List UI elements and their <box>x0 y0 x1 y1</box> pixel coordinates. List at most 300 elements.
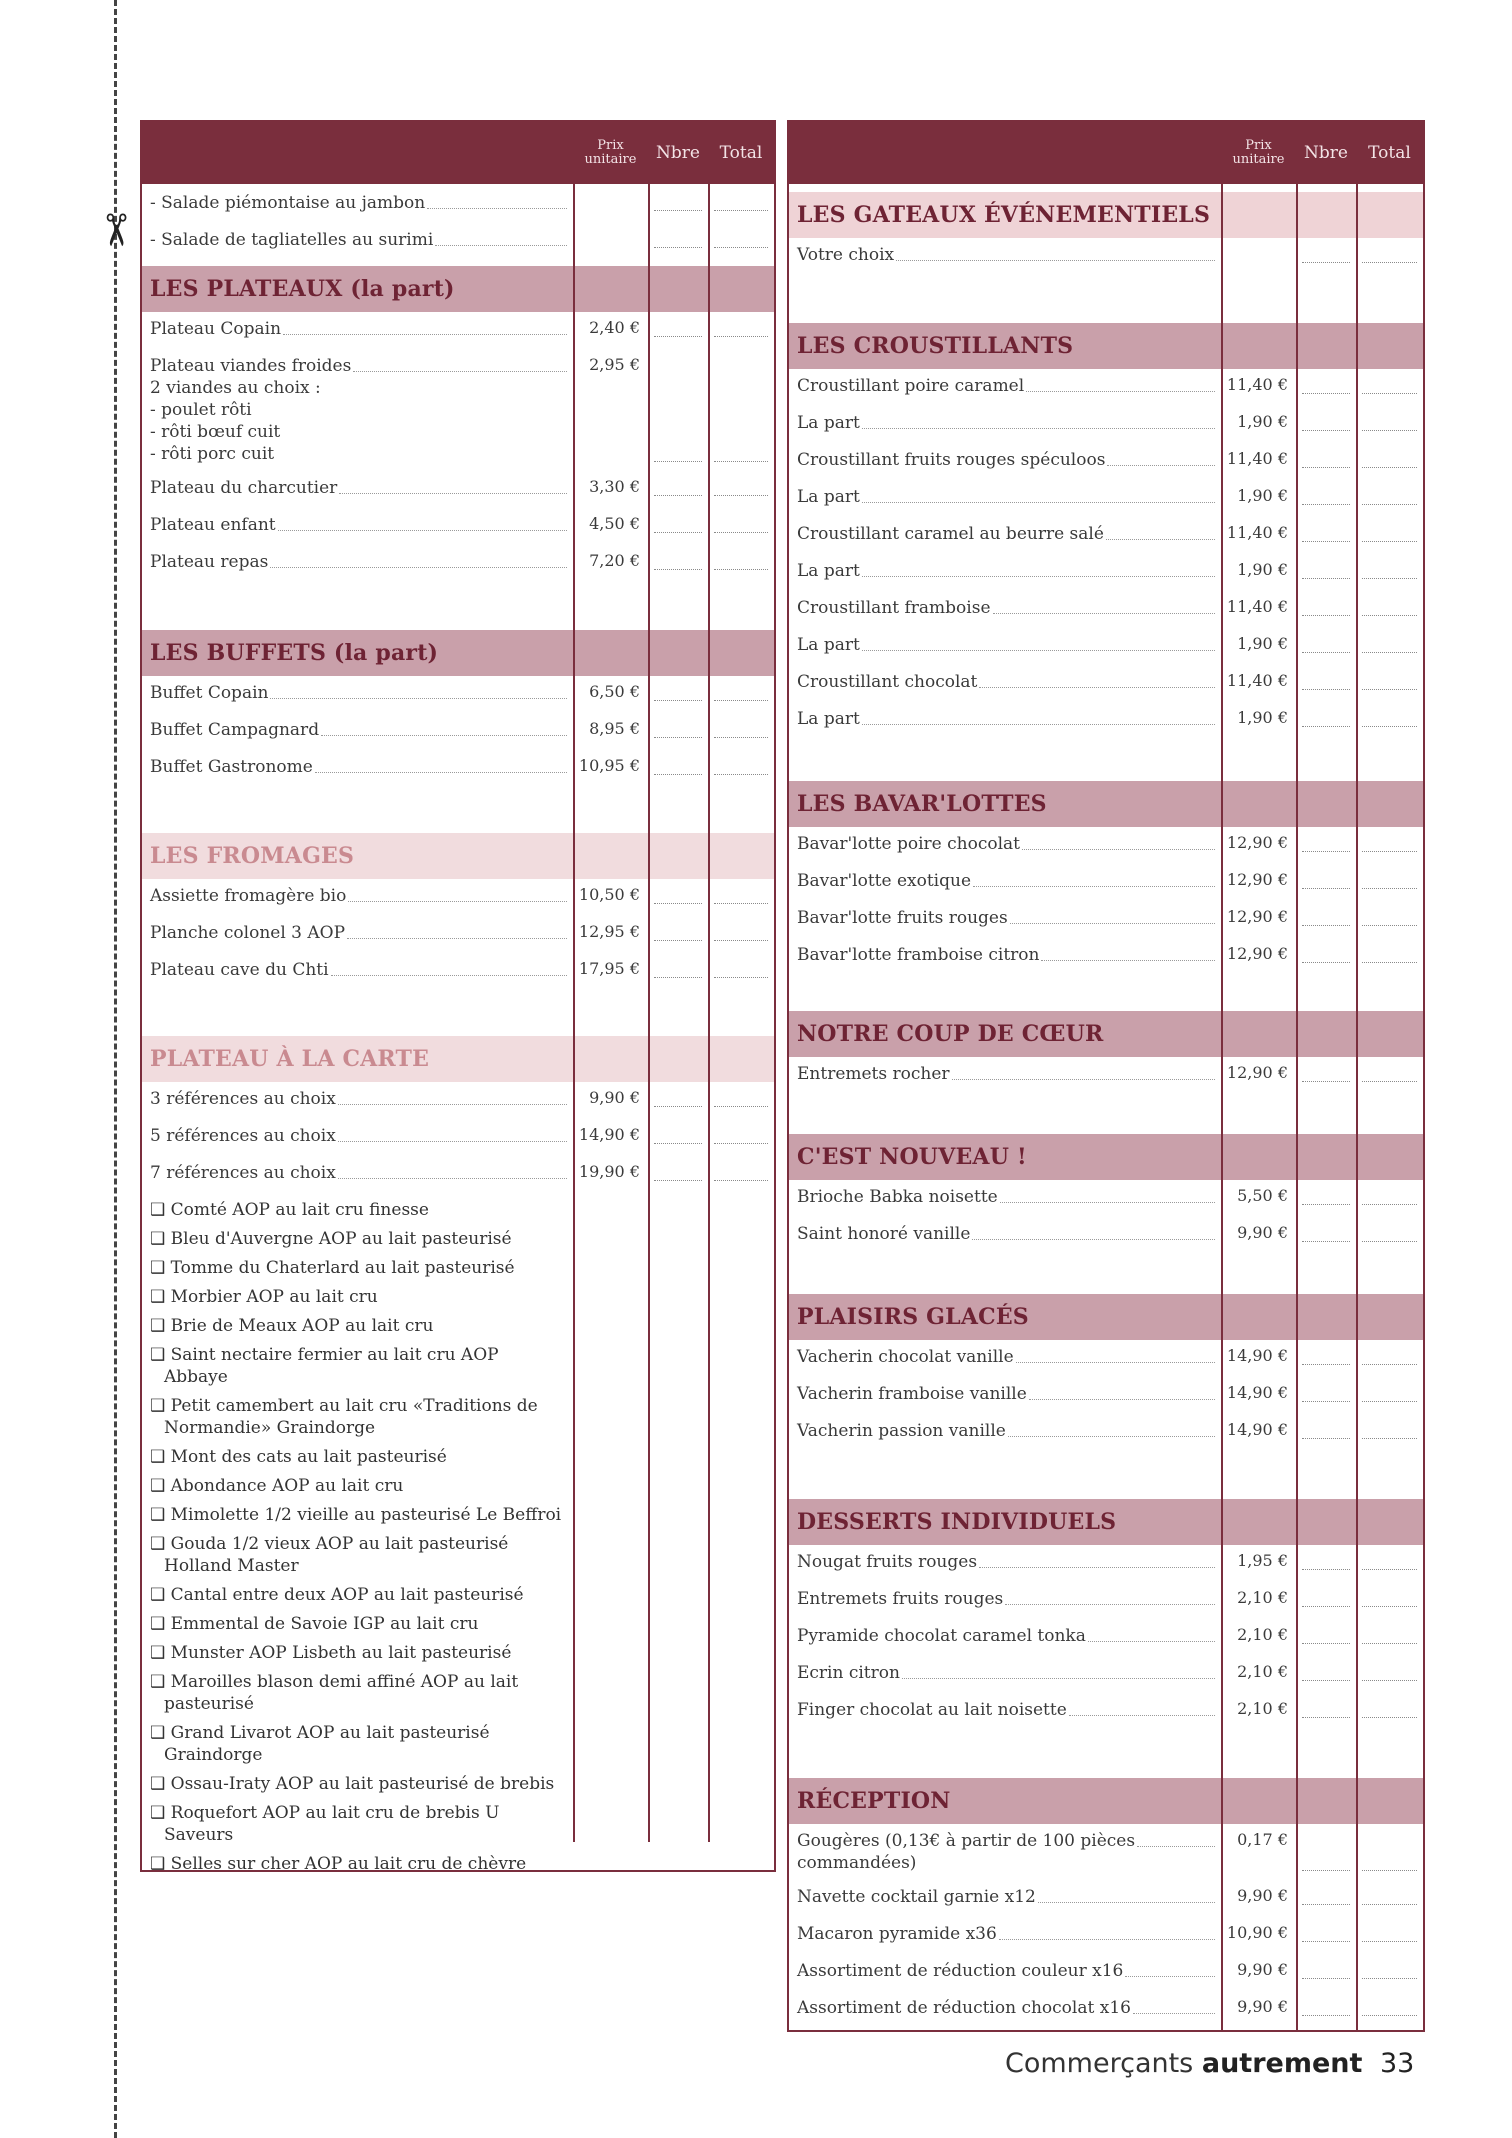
total-field[interactable] <box>1362 615 1417 616</box>
unit-price: 10,90 € <box>1226 1923 1288 1942</box>
leader-dots <box>1107 465 1215 466</box>
menu-item <box>789 944 1423 981</box>
item-label: commandées) <box>797 1853 917 1873</box>
header-quantity: Nbre <box>656 143 700 163</box>
total-field[interactable] <box>1362 851 1417 852</box>
total-field[interactable] <box>1362 1081 1417 1082</box>
total-field[interactable] <box>1362 1978 1417 1979</box>
leader-dots <box>331 975 567 976</box>
unit-price: 12,90 € <box>1226 944 1288 963</box>
quantity-field[interactable] <box>1302 1978 1350 1979</box>
item-label: - rôti bœuf cuit <box>150 422 281 442</box>
menu-item <box>789 560 1423 597</box>
total-field[interactable] <box>1362 578 1417 579</box>
item-label: Plateau repas <box>150 552 269 572</box>
item-label: Vacherin passion vanille <box>797 1421 1006 1441</box>
leader-dots <box>427 208 567 209</box>
unit-price: 19,90 € <box>578 1162 640 1181</box>
total-field[interactable] <box>1362 925 1417 926</box>
unit-price: 0,17 € <box>1237 1830 1288 1849</box>
leader-dots <box>270 698 567 699</box>
menu-item <box>789 1383 1423 1420</box>
leader-dots <box>1038 1902 1215 1903</box>
section-header: LES BAVAR'LOTTES <box>789 781 1423 827</box>
item-label: Bavar'lotte fruits rouges <box>797 908 1008 928</box>
menu-item <box>142 355 774 477</box>
total-field[interactable] <box>1362 2015 1417 2016</box>
leader-dots <box>862 724 1215 725</box>
leader-dots <box>270 567 567 568</box>
item-label: Ecrin citron <box>797 1663 900 1683</box>
unit-price: 5,50 € <box>1237 1186 1288 1205</box>
quantity-field[interactable] <box>654 940 702 941</box>
item-label: 5 références au choix <box>150 1126 336 1146</box>
total-field[interactable] <box>1362 962 1417 963</box>
quantity-field[interactable] <box>654 247 702 248</box>
total-field[interactable] <box>1362 430 1417 431</box>
quantity-field[interactable] <box>1302 1941 1350 1942</box>
leader-dots <box>1125 1976 1215 1977</box>
menu-item <box>789 375 1423 412</box>
cheese-item-continued: Holland Master <box>164 1556 299 1576</box>
leader-dots <box>1029 1399 1215 1400</box>
quantity-field[interactable] <box>654 495 702 496</box>
item-label: Brioche Babka noisette <box>797 1187 998 1207</box>
item-label: - poulet rôti <box>150 400 252 420</box>
quantity-field[interactable] <box>1302 2015 1350 2016</box>
cheese-checkbox-item[interactable]: ❑ Cantal entre deux AOP au lait pasteurisé <box>150 1585 524 1605</box>
quantity-field[interactable] <box>654 737 702 738</box>
header-quantity: Nbre <box>1304 143 1348 163</box>
leader-dots <box>1069 1715 1215 1716</box>
item-label: Pyramide chocolat caramel tonka <box>797 1626 1086 1646</box>
total-field[interactable] <box>1362 1401 1417 1402</box>
menu-item <box>142 922 774 959</box>
leader-dots <box>1000 1202 1215 1203</box>
quantity-field[interactable] <box>1302 430 1350 431</box>
total-field[interactable] <box>714 336 768 337</box>
leader-dots <box>902 1678 1215 1679</box>
total-field[interactable] <box>1362 1904 1417 1905</box>
item-label: Nougat fruits rouges <box>797 1552 978 1572</box>
section-header: LES GATEAUX ÉVÉNEMENTIELS <box>789 192 1423 238</box>
leader-dots <box>862 428 1215 429</box>
total-field[interactable] <box>714 903 768 904</box>
leader-dots <box>979 687 1215 688</box>
menu-item <box>789 1588 1423 1625</box>
item-label: Votre choix <box>797 245 895 265</box>
section-header: C'EST NOUVEAU ! <box>789 1134 1423 1180</box>
item-label: La part <box>797 561 860 581</box>
total-field[interactable] <box>714 700 768 701</box>
unit-price: 1,90 € <box>1237 486 1288 505</box>
cheese-checkbox-item[interactable]: ❑ Bleu d'Auvergne AOP au lait pasteurisé <box>150 1229 512 1249</box>
cheese-item-continued: Normandie» Graindorge <box>164 1418 376 1438</box>
total-field[interactable] <box>714 1143 768 1144</box>
leader-dots <box>1106 539 1215 540</box>
unit-price: 7,20 € <box>589 551 640 570</box>
leader-dots <box>973 886 1215 887</box>
total-field[interactable] <box>1362 888 1417 889</box>
column-divider <box>1221 184 1223 2030</box>
menu-item <box>789 1699 1423 1736</box>
quantity-field[interactable] <box>1302 652 1350 653</box>
total-field[interactable] <box>714 461 768 462</box>
order-form-left <box>140 120 776 1872</box>
item-label: - rôti porc cuit <box>150 444 275 464</box>
menu-item <box>142 192 774 229</box>
scissors-icon: ✂ <box>89 211 141 249</box>
item-label: Planche colonel 3 AOP <box>150 923 346 943</box>
unit-price: 9,90 € <box>1237 1886 1288 1905</box>
unit-price: 1,95 € <box>1237 1551 1288 1570</box>
leader-dots <box>972 1239 1215 1240</box>
quantity-field[interactable] <box>1302 467 1350 468</box>
item-label: Croustillant chocolat <box>797 672 978 692</box>
cheese-checkbox-item[interactable]: ❑ Tomme du Chaterlard au lait pasteurisé <box>150 1258 515 1278</box>
total-field[interactable] <box>1362 541 1417 542</box>
item-label: Assiette fromagère bio <box>150 886 347 906</box>
quantity-field[interactable] <box>1302 1606 1350 1607</box>
quantity-field[interactable] <box>1302 262 1350 263</box>
order-form-right <box>787 120 1425 2032</box>
leader-dots <box>1041 960 1215 961</box>
cheese-checkbox-item[interactable]: ❑ Munster AOP Lisbeth au lait pasteurisé <box>150 1643 512 1663</box>
unit-price: 9,90 € <box>589 1088 640 1107</box>
menu-item <box>789 708 1423 745</box>
total-field[interactable] <box>714 247 768 248</box>
leader-dots <box>896 260 1215 261</box>
leader-dots <box>1008 1436 1215 1437</box>
menu-item <box>142 1125 774 1162</box>
item-label: Finger chocolat au lait noisette <box>797 1700 1067 1720</box>
total-field[interactable] <box>1362 1241 1417 1242</box>
menu-item <box>789 833 1423 870</box>
item-label: 7 références au choix <box>150 1163 336 1183</box>
menu-item <box>789 870 1423 907</box>
total-field[interactable] <box>1362 504 1417 505</box>
cheese-checkbox-item[interactable]: ❑ Mont des cats au lait pasteurisé <box>150 1447 447 1467</box>
menu-item <box>142 682 774 719</box>
item-label: 2 viandes au choix : <box>150 378 321 398</box>
brand-footer: Commerçants autrement <box>1005 2048 1363 2079</box>
quantity-field[interactable] <box>1302 1717 1350 1718</box>
cheese-checkbox-item[interactable]: ❑ Mimolette 1/2 vieille au pasteurisé Le Beffroi <box>150 1505 562 1525</box>
quantity-field[interactable] <box>1302 689 1350 690</box>
unit-price: 1,90 € <box>1237 634 1288 653</box>
item-label: - Salade piémontaise au jambon <box>150 193 426 213</box>
quantity-field[interactable] <box>1302 1204 1350 1205</box>
item-label: La part <box>797 413 860 433</box>
section-header: LES FROMAGES <box>142 833 774 879</box>
cheese-checkbox-item[interactable]: ❑ Brie de Meaux AOP au lait cru <box>150 1316 434 1336</box>
quantity-field[interactable] <box>654 336 702 337</box>
menu-item <box>789 449 1423 486</box>
leader-dots <box>347 938 567 939</box>
table-header <box>789 122 1423 184</box>
quantity-field[interactable] <box>1302 1364 1350 1365</box>
unit-price: 2,10 € <box>1237 1662 1288 1681</box>
leader-dots <box>862 650 1215 651</box>
cheese-checkbox-item[interactable]: ❑ Abondance AOP au lait cru <box>150 1476 404 1496</box>
leader-dots <box>338 1141 567 1142</box>
quantity-field[interactable] <box>1302 1680 1350 1681</box>
total-field[interactable] <box>1362 262 1417 263</box>
total-field[interactable] <box>714 532 768 533</box>
menu-item <box>789 597 1423 634</box>
total-field[interactable] <box>1362 1606 1417 1607</box>
menu-item <box>789 1063 1423 1100</box>
total-field[interactable] <box>1362 1643 1417 1644</box>
cheese-checkbox-item[interactable]: ❑ Petit camembert au lait cru «Traditions de <box>150 1396 538 1416</box>
quantity-field[interactable] <box>1302 1438 1350 1439</box>
menu-item <box>789 244 1423 281</box>
quantity-field[interactable] <box>654 700 702 701</box>
leader-dots <box>1010 923 1215 924</box>
quantity-field[interactable] <box>1302 925 1350 926</box>
leader-dots <box>283 334 567 335</box>
unit-price: 2,40 € <box>589 318 640 337</box>
leader-dots <box>999 1939 1215 1940</box>
leader-dots <box>1016 1362 1215 1363</box>
total-field[interactable] <box>714 1180 768 1181</box>
menu-item <box>789 1551 1423 1588</box>
unit-price: 2,10 € <box>1237 1625 1288 1644</box>
section-header: RÉCEPTION <box>789 1778 1423 1824</box>
unit-price: 11,40 € <box>1226 375 1288 394</box>
item-label: La part <box>797 487 860 507</box>
leader-dots <box>353 371 567 372</box>
total-field[interactable] <box>1362 1438 1417 1439</box>
menu-item <box>789 1830 1423 1886</box>
quantity-field[interactable] <box>654 461 702 462</box>
item-label: Vacherin framboise vanille <box>797 1384 1027 1404</box>
total-field[interactable] <box>1362 1717 1417 1718</box>
menu-item <box>142 959 774 996</box>
leader-dots <box>348 901 567 902</box>
total-field[interactable] <box>1362 1941 1417 1942</box>
quantity-field[interactable] <box>654 1180 702 1181</box>
item-label: Plateau enfant <box>150 515 276 535</box>
unit-price: 4,50 € <box>589 514 640 533</box>
item-label: 3 références au choix <box>150 1089 336 1109</box>
item-label: Plateau cave du Chti <box>150 960 329 980</box>
unit-price: 11,40 € <box>1226 523 1288 542</box>
section-header: PLATEAU À LA CARTE <box>142 1036 774 1082</box>
unit-price: 3,30 € <box>589 477 640 496</box>
total-field[interactable] <box>714 737 768 738</box>
menu-item <box>789 1997 1423 2034</box>
item-label: Bavar'lotte poire chocolat <box>797 834 1020 854</box>
quantity-field[interactable] <box>1302 1081 1350 1082</box>
cut-line <box>114 0 117 2138</box>
section-header: LES PLATEAUX (la part) <box>142 266 774 312</box>
section-header: LES BUFFETS (la part) <box>142 630 774 676</box>
column-divider <box>708 184 710 1842</box>
leader-dots <box>979 1567 1215 1568</box>
menu-item <box>142 229 774 266</box>
item-label: Croustillant fruits rouges spéculoos <box>797 450 1106 470</box>
cheese-checkbox-item[interactable]: ❑ Morbier AOP au lait cru <box>150 1287 378 1307</box>
unit-price: 14,90 € <box>1226 1346 1288 1365</box>
leader-dots <box>952 1079 1215 1080</box>
quantity-field[interactable] <box>1302 888 1350 889</box>
quantity-field[interactable] <box>1302 578 1350 579</box>
unit-price: 14,90 € <box>1226 1383 1288 1402</box>
total-field[interactable] <box>1362 1680 1417 1681</box>
section-header: DESSERTS INDIVIDUELS <box>789 1499 1423 1545</box>
total-field[interactable] <box>714 495 768 496</box>
item-label: Croustillant caramel au beurre salé <box>797 524 1104 544</box>
total-field[interactable] <box>1362 1870 1417 1871</box>
menu-item <box>142 756 774 793</box>
menu-item <box>789 671 1423 708</box>
menu-item <box>789 1886 1423 1923</box>
quantity-field[interactable] <box>654 532 702 533</box>
leader-dots <box>862 502 1215 503</box>
menu-item <box>789 1223 1423 1260</box>
quantity-field[interactable] <box>654 1106 702 1107</box>
quantity-field[interactable] <box>1302 962 1350 963</box>
item-label: Croustillant framboise <box>797 598 991 618</box>
column-divider <box>573 184 575 1842</box>
quantity-field[interactable] <box>1302 1241 1350 1242</box>
unit-price: 8,95 € <box>589 719 640 738</box>
quantity-field[interactable] <box>1302 1569 1350 1570</box>
menu-item <box>142 1162 774 1199</box>
menu-item <box>789 1186 1423 1223</box>
unit-price: 12,90 € <box>1226 870 1288 889</box>
item-label: Saint honoré vanille <box>797 1224 971 1244</box>
total-field[interactable] <box>1362 726 1417 727</box>
cheese-checkbox-item[interactable]: ❑ Roquefort AOP au lait cru de brebis U <box>150 1803 500 1823</box>
cheese-checkbox-item[interactable]: ❑ Gouda 1/2 vieux AOP au lait pasteurisé <box>150 1534 509 1554</box>
item-label: Entremets rocher <box>797 1064 950 1084</box>
menu-item <box>142 551 774 588</box>
total-field[interactable] <box>1362 689 1417 690</box>
quantity-field[interactable] <box>654 1143 702 1144</box>
quantity-field[interactable] <box>1302 1904 1350 1905</box>
cheese-checkbox-item[interactable]: ❑ Maroilles blason demi affiné AOP au lait <box>150 1672 519 1692</box>
quantity-field[interactable] <box>654 774 702 775</box>
menu-item <box>789 1923 1423 1960</box>
quantity-field[interactable] <box>654 569 702 570</box>
cheese-item-continued: Abbaye <box>164 1367 228 1387</box>
quantity-field[interactable] <box>1302 615 1350 616</box>
total-field[interactable] <box>1362 393 1417 394</box>
quantity-field[interactable] <box>654 210 702 211</box>
unit-price: 17,95 € <box>578 959 640 978</box>
leader-dots <box>993 613 1215 614</box>
item-label: Navette cocktail garnie x12 <box>797 1887 1036 1907</box>
total-field[interactable] <box>714 1106 768 1107</box>
leader-dots <box>1088 1641 1215 1642</box>
item-label: Entremets fruits rouges <box>797 1589 1004 1609</box>
total-field[interactable] <box>1362 1204 1417 1205</box>
cheese-checkbox-item[interactable]: ❑ Selles sur cher AOP au lait cru de chèvre <box>150 1854 527 1874</box>
cheese-item-continued: Graindorge <box>164 1745 263 1765</box>
quantity-field[interactable] <box>654 903 702 904</box>
menu-item <box>789 486 1423 523</box>
quantity-field[interactable] <box>1302 504 1350 505</box>
total-field[interactable] <box>714 774 768 775</box>
leader-dots <box>1022 849 1215 850</box>
cheese-checkbox-item[interactable]: ❑ Ossau-Iraty AOP au lait pasteurisé de brebis <box>150 1774 555 1794</box>
header-unit-price: Prix unitaire <box>1232 138 1285 167</box>
cheese-checkbox-item[interactable]: ❑ Grand Livarot AOP au lait pasteurisé <box>150 1723 490 1743</box>
section-header: PLAISIRS GLACÉS <box>789 1294 1423 1340</box>
menu-item <box>789 1625 1423 1662</box>
item-label: La part <box>797 709 860 729</box>
unit-price: 12,95 € <box>578 922 640 941</box>
cheese-checkbox-item[interactable]: ❑ Emmental de Savoie IGP au lait cru <box>150 1614 479 1634</box>
total-field[interactable] <box>714 977 768 978</box>
column-divider <box>1356 184 1358 2030</box>
unit-price: 12,90 € <box>1226 1063 1288 1082</box>
unit-price: 12,90 € <box>1226 833 1288 852</box>
unit-price: 1,90 € <box>1237 708 1288 727</box>
cheese-checkbox-item[interactable]: ❑ Comté AOP au lait cru finesse <box>150 1200 429 1220</box>
menu-item <box>789 523 1423 560</box>
item-label: La part <box>797 635 860 655</box>
total-field[interactable] <box>1362 1364 1417 1365</box>
unit-price: 2,95 € <box>589 355 640 374</box>
quantity-field[interactable] <box>654 977 702 978</box>
total-field[interactable] <box>714 940 768 941</box>
quantity-field[interactable] <box>1302 393 1350 394</box>
unit-price: 10,50 € <box>578 885 640 904</box>
quantity-field[interactable] <box>1302 541 1350 542</box>
total-field[interactable] <box>1362 652 1417 653</box>
menu-item <box>789 634 1423 671</box>
section-header: NOTRE COUP DE CŒUR <box>789 1011 1423 1057</box>
leader-dots <box>321 735 567 736</box>
quantity-field[interactable] <box>1302 851 1350 852</box>
menu-item <box>789 1960 1423 1997</box>
quantity-field[interactable] <box>1302 1643 1350 1644</box>
unit-price: 14,90 € <box>1226 1420 1288 1439</box>
item-label: - Salade de tagliatelles au surimi <box>150 230 434 250</box>
menu-item <box>142 477 774 514</box>
menu-item <box>789 1420 1423 1457</box>
leader-dots <box>435 245 567 246</box>
quantity-field[interactable] <box>1302 1401 1350 1402</box>
cheese-item-continued: pasteurisé <box>164 1694 254 1714</box>
menu-item <box>789 1346 1423 1383</box>
item-label: Buffet Campagnard <box>150 720 320 740</box>
leader-dots <box>1005 1604 1215 1605</box>
item-label: Bavar'lotte exotique <box>797 871 972 891</box>
unit-price: 6,50 € <box>589 682 640 701</box>
leader-dots <box>338 1178 567 1179</box>
unit-price: 2,10 € <box>1237 1588 1288 1607</box>
leader-dots <box>338 1104 567 1105</box>
total-field[interactable] <box>1362 467 1417 468</box>
leader-dots <box>315 772 567 773</box>
total-field[interactable] <box>714 210 768 211</box>
quantity-field[interactable] <box>1302 726 1350 727</box>
unit-price: 9,90 € <box>1237 1960 1288 1979</box>
unit-price: 1,90 € <box>1237 412 1288 431</box>
unit-price: 11,40 € <box>1226 449 1288 468</box>
total-field[interactable] <box>714 569 768 570</box>
quantity-field[interactable] <box>1302 1870 1350 1871</box>
total-field[interactable] <box>1362 1569 1417 1570</box>
cheese-checkbox-item[interactable]: ❑ Saint nectaire fermier au lait cru AOP <box>150 1345 499 1365</box>
unit-price: 2,10 € <box>1237 1699 1288 1718</box>
menu-item <box>142 514 774 551</box>
unit-price: 9,90 € <box>1237 1997 1288 2016</box>
